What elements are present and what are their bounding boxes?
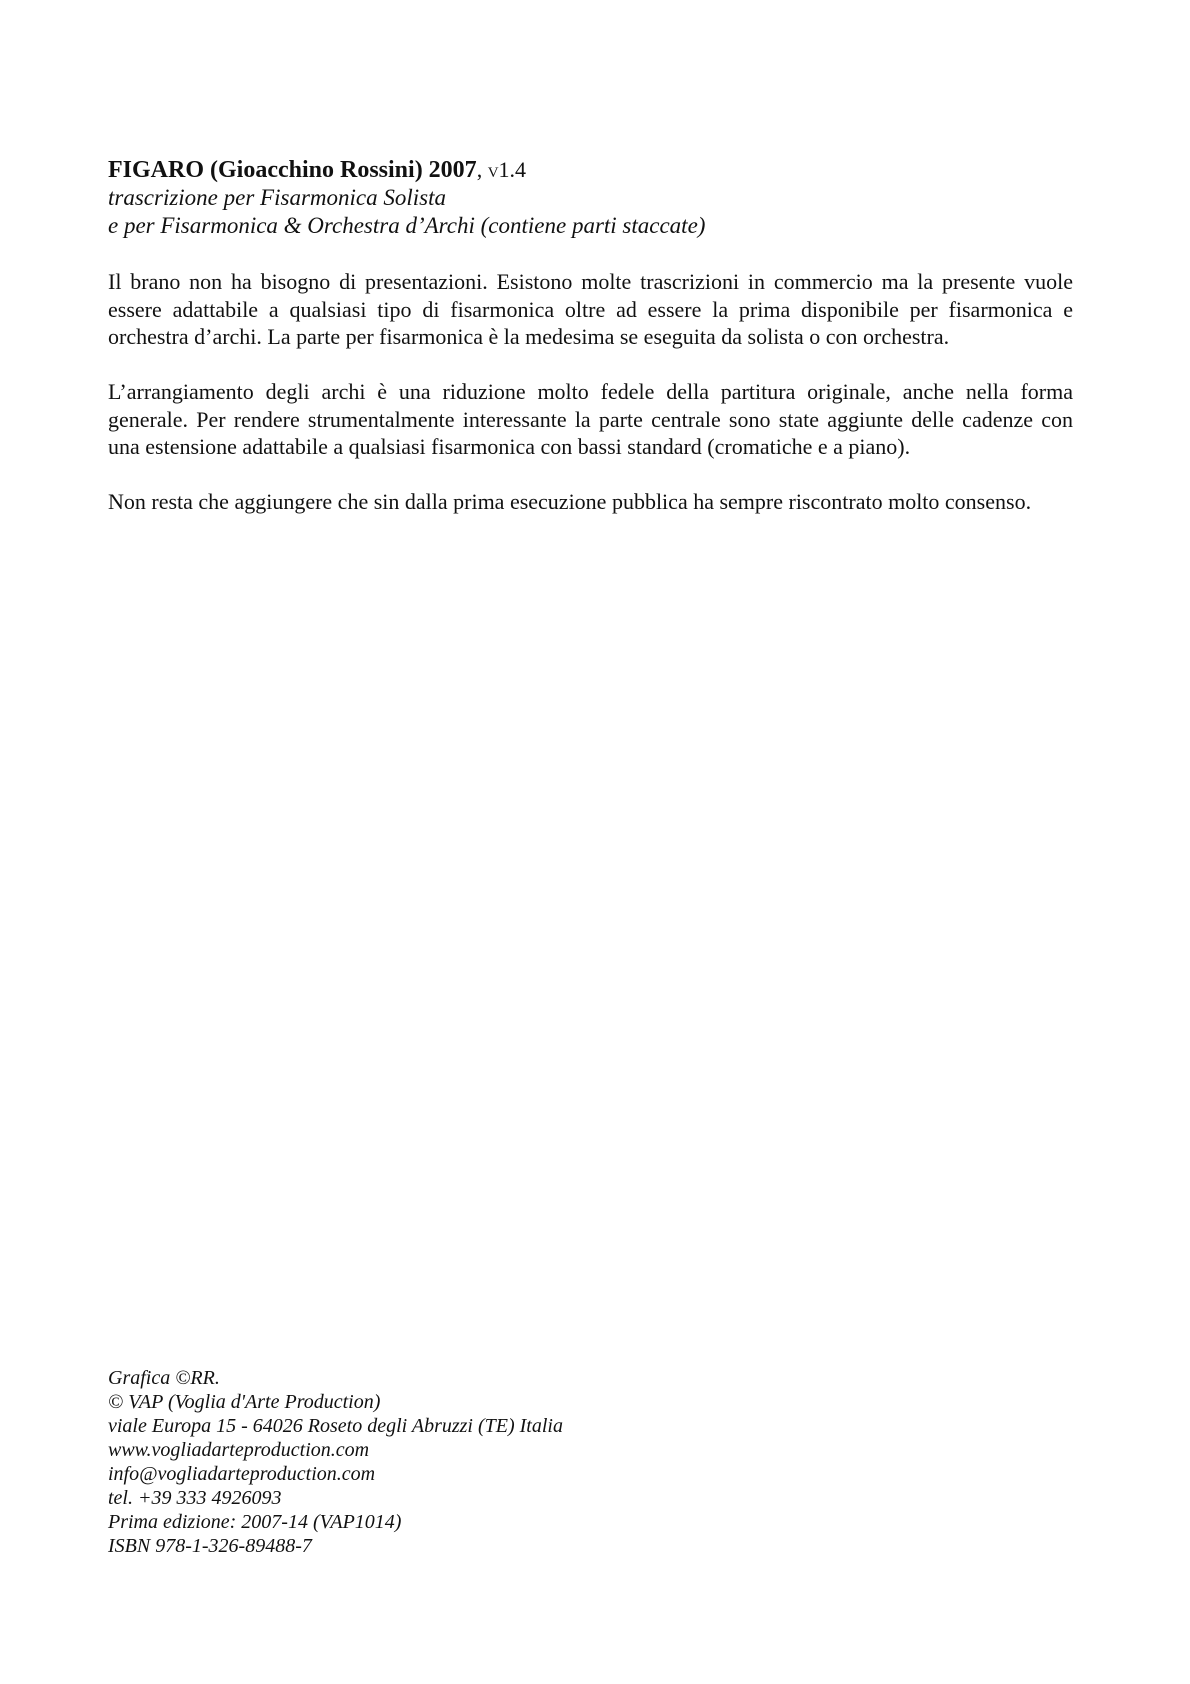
paragraph-3: Non resta che aggiungere che sin dalla prima esecuzione pubblica ha sempre riscontrato molto consenso. — [108, 489, 1032, 514]
title-block — [108, 156, 1073, 239]
body-text — [108, 268, 1073, 543]
subtitle-line-2: e per Fisarmonica & Orchestra d’Archi (contiene parti staccate) — [108, 212, 706, 238]
document-title: FIGARO (Gioacchino Rossini) 2007 — [108, 157, 477, 183]
colophon-email: info@vogliadarteproduction.com — [108, 1463, 376, 1485]
colophon-isbn: ISBN 978-1-326-89488-7 — [108, 1535, 312, 1557]
colophon-copyright: © VAP (Voglia d'Arte Production) — [108, 1391, 381, 1413]
paragraph-2: L’arrangiamento degli archi è una riduzione molto fedele della partitura originale, anche nella forma generale. Per rendere strumentalmente interessante la parte centrale sono state aggiunte delle cadenze con una estensione adattabile a qualsiasi fisarmonica con bassi standard (cromatiche e a piano). — [108, 379, 1073, 459]
colophon-address: viale Europa 15 - 64026 Roseto degli Abruzzi (TE) Italia — [108, 1415, 563, 1437]
colophon — [108, 1366, 1073, 1558]
title-line — [108, 156, 1073, 184]
colophon-website: www.vogliadarteproduction.com — [108, 1439, 370, 1461]
paragraph-1: Il brano non ha bisogno di presentazioni. Esistono molte trascrizioni in commercio ma la presente vuole essere adattabile a qualsiasi tipo di fisarmonica oltre ad essere la prima disponibile per fisarmonica e orchestra d’archi. La parte per fisarmonica è la medesima se eseguita da solista o con orchestra. — [108, 269, 1073, 349]
colophon-grafica: Grafica ©RR. — [108, 1367, 220, 1389]
colophon-phone: tel. +39 333 4926093 — [108, 1487, 282, 1509]
colophon-edition: Prima edizione: 2007-14 (VAP1014) — [108, 1511, 402, 1533]
document-version: , v1.4 — [476, 157, 527, 182]
subtitle-line-1: trascrizione per Fisarmonica Solista — [108, 185, 446, 210]
